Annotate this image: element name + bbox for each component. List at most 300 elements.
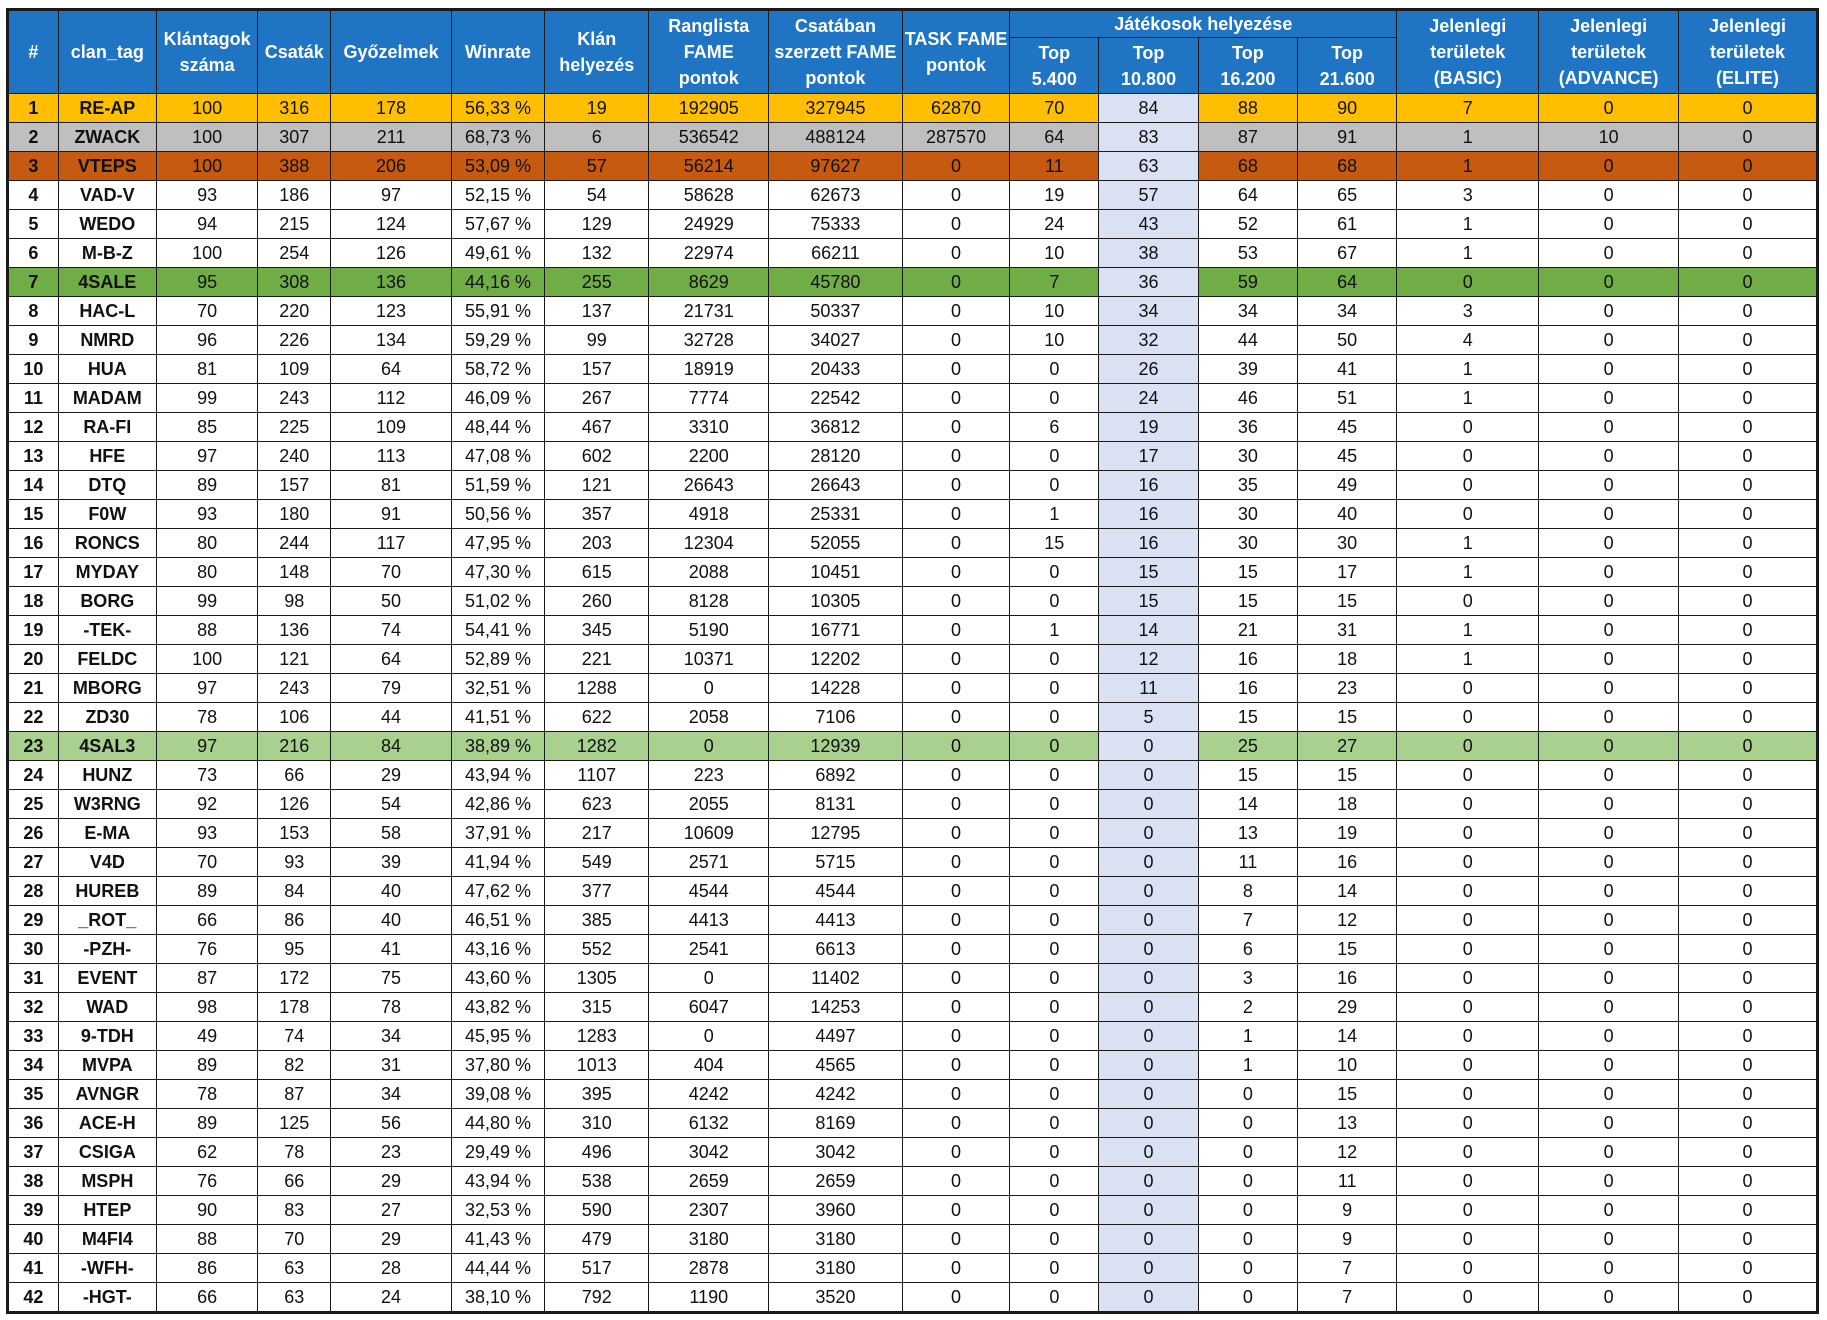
cell-territories-advance[interactable]: 0 [1539, 558, 1679, 587]
cell-wins[interactable]: 117 [331, 529, 452, 558]
cell-clan-tag[interactable]: M4FI4 [58, 1225, 156, 1254]
cell-rank-number[interactable]: 26 [8, 819, 59, 848]
cell-territories-elite[interactable]: 0 [1679, 1080, 1818, 1109]
cell-territories-elite[interactable]: 0 [1679, 848, 1818, 877]
cell-ranking-fame[interactable]: 2878 [649, 1254, 769, 1283]
cell-territories-elite[interactable]: 0 [1679, 964, 1818, 993]
cell-battles[interactable]: 186 [258, 181, 331, 210]
cell-winrate[interactable]: 29,49 % [451, 1138, 544, 1167]
cell-territories-advance[interactable]: 0 [1539, 355, 1679, 384]
cell-top-10800[interactable]: 5 [1099, 703, 1198, 732]
cell-winrate[interactable]: 45,95 % [451, 1022, 544, 1051]
table-row[interactable] [8, 558, 1818, 587]
cell-members[interactable]: 70 [156, 297, 257, 326]
cell-ranking-fame[interactable]: 2058 [649, 703, 769, 732]
cell-top-5400[interactable]: 7 [1010, 268, 1099, 297]
cell-wins[interactable]: 54 [331, 790, 452, 819]
header-territories-basic[interactable]: Jelenlegi területek (BASIC) [1397, 10, 1539, 94]
table-row[interactable] [8, 239, 1818, 268]
cell-territories-advance[interactable]: 0 [1539, 471, 1679, 500]
cell-territories-elite[interactable]: 0 [1679, 181, 1818, 210]
cell-top-10800[interactable]: 0 [1099, 1051, 1198, 1080]
cell-top-5400[interactable]: 0 [1010, 732, 1099, 761]
cell-clan-tag[interactable]: HUREB [58, 877, 156, 906]
cell-territories-elite[interactable]: 0 [1679, 993, 1818, 1022]
cell-battle-fame[interactable]: 22542 [769, 384, 903, 413]
cell-battle-fame[interactable]: 50337 [769, 297, 903, 326]
cell-top-16200[interactable]: 11 [1198, 848, 1297, 877]
cell-territories-advance[interactable]: 0 [1539, 1283, 1679, 1313]
cell-wins[interactable]: 178 [331, 94, 452, 123]
cell-territories-advance[interactable]: 0 [1539, 268, 1679, 297]
cell-clan-rank[interactable]: 137 [545, 297, 649, 326]
cell-clan-tag[interactable]: M-B-Z [58, 239, 156, 268]
cell-clan-tag[interactable]: HUNZ [58, 761, 156, 790]
cell-rank-number[interactable]: 22 [8, 703, 59, 732]
cell-clan-rank[interactable]: 260 [545, 587, 649, 616]
table-row[interactable] [8, 94, 1818, 123]
cell-rank-number[interactable]: 39 [8, 1196, 59, 1225]
cell-ranking-fame[interactable]: 2055 [649, 790, 769, 819]
cell-top-5400[interactable]: 0 [1010, 848, 1099, 877]
cell-members[interactable]: 90 [156, 1196, 257, 1225]
cell-top-21600[interactable]: 7 [1298, 1283, 1397, 1313]
cell-wins[interactable]: 112 [331, 384, 452, 413]
cell-top-21600[interactable]: 23 [1298, 674, 1397, 703]
cell-top-5400[interactable]: 19 [1010, 181, 1099, 210]
cell-top-10800[interactable]: 0 [1099, 877, 1198, 906]
cell-winrate[interactable]: 47,08 % [451, 442, 544, 471]
cell-ranking-fame[interactable]: 4544 [649, 877, 769, 906]
cell-clan-tag[interactable]: F0W [58, 500, 156, 529]
cell-battles[interactable]: 153 [258, 819, 331, 848]
cell-top-16200[interactable]: 0 [1198, 1080, 1297, 1109]
cell-battle-fame[interactable]: 4544 [769, 877, 903, 906]
cell-territories-basic[interactable]: 1 [1397, 384, 1539, 413]
cell-ranking-fame[interactable]: 2571 [649, 848, 769, 877]
cell-winrate[interactable]: 42,86 % [451, 790, 544, 819]
cell-territories-advance[interactable]: 0 [1539, 848, 1679, 877]
cell-members[interactable]: 76 [156, 935, 257, 964]
cell-battles[interactable]: 215 [258, 210, 331, 239]
cell-rank-number[interactable]: 6 [8, 239, 59, 268]
cell-top-5400[interactable]: 70 [1010, 94, 1099, 123]
cell-ranking-fame[interactable]: 2307 [649, 1196, 769, 1225]
cell-battle-fame[interactable]: 327945 [769, 94, 903, 123]
cell-task-fame[interactable]: 0 [902, 442, 1009, 471]
cell-wins[interactable]: 41 [331, 935, 452, 964]
cell-top-5400[interactable]: 0 [1010, 558, 1099, 587]
cell-ranking-fame[interactable]: 5190 [649, 616, 769, 645]
cell-members[interactable]: 85 [156, 413, 257, 442]
cell-members[interactable]: 100 [156, 645, 257, 674]
cell-top-5400[interactable]: 10 [1010, 326, 1099, 355]
cell-battle-fame[interactable]: 4413 [769, 906, 903, 935]
cell-top-5400[interactable]: 0 [1010, 1196, 1099, 1225]
cell-clan-tag[interactable]: VAD-V [58, 181, 156, 210]
cell-clan-rank[interactable]: 496 [545, 1138, 649, 1167]
cell-top-16200[interactable]: 6 [1198, 935, 1297, 964]
cell-battles[interactable]: 307 [258, 123, 331, 152]
cell-territories-advance[interactable]: 0 [1539, 297, 1679, 326]
cell-battles[interactable]: 98 [258, 587, 331, 616]
cell-top-16200[interactable]: 16 [1198, 674, 1297, 703]
cell-ranking-fame[interactable]: 32728 [649, 326, 769, 355]
cell-top-10800[interactable]: 15 [1099, 558, 1198, 587]
cell-members[interactable]: 98 [156, 993, 257, 1022]
cell-battle-fame[interactable]: 62673 [769, 181, 903, 210]
cell-clan-tag[interactable]: RE-AP [58, 94, 156, 123]
cell-battle-fame[interactable]: 52055 [769, 529, 903, 558]
cell-wins[interactable]: 206 [331, 152, 452, 181]
cell-clan-tag[interactable]: MYDAY [58, 558, 156, 587]
cell-ranking-fame[interactable]: 24929 [649, 210, 769, 239]
cell-rank-number[interactable]: 25 [8, 790, 59, 819]
cell-clan-rank[interactable]: 1013 [545, 1051, 649, 1080]
cell-clan-rank[interactable]: 395 [545, 1080, 649, 1109]
cell-territories-advance[interactable]: 0 [1539, 500, 1679, 529]
cell-territories-elite[interactable]: 0 [1679, 297, 1818, 326]
cell-territories-basic[interactable]: 0 [1397, 500, 1539, 529]
cell-territories-advance[interactable]: 0 [1539, 1196, 1679, 1225]
cell-rank-number[interactable]: 5 [8, 210, 59, 239]
cell-territories-basic[interactable]: 0 [1397, 1022, 1539, 1051]
cell-members[interactable]: 62 [156, 1138, 257, 1167]
cell-battle-fame[interactable]: 3960 [769, 1196, 903, 1225]
cell-top-10800[interactable]: 38 [1099, 239, 1198, 268]
cell-top-10800[interactable]: 24 [1099, 384, 1198, 413]
cell-top-21600[interactable]: 31 [1298, 616, 1397, 645]
cell-battle-fame[interactable]: 12202 [769, 645, 903, 674]
cell-top-16200[interactable]: 16 [1198, 645, 1297, 674]
cell-ranking-fame[interactable]: 8128 [649, 587, 769, 616]
cell-members[interactable]: 89 [156, 877, 257, 906]
cell-top-21600[interactable]: 10 [1298, 1051, 1397, 1080]
cell-clan-rank[interactable]: 132 [545, 239, 649, 268]
table-row[interactable] [8, 210, 1818, 239]
table-row[interactable] [8, 790, 1818, 819]
cell-top-21600[interactable]: 91 [1298, 123, 1397, 152]
cell-top-10800[interactable]: 0 [1099, 1225, 1198, 1254]
cell-top-10800[interactable]: 0 [1099, 732, 1198, 761]
cell-ranking-fame[interactable]: 192905 [649, 94, 769, 123]
cell-ranking-fame[interactable]: 26643 [649, 471, 769, 500]
cell-top-5400[interactable]: 0 [1010, 906, 1099, 935]
cell-top-16200[interactable]: 30 [1198, 442, 1297, 471]
table-row[interactable] [8, 123, 1818, 152]
cell-task-fame[interactable]: 0 [902, 558, 1009, 587]
cell-battle-fame[interactable]: 3042 [769, 1138, 903, 1167]
cell-clan-rank[interactable]: 1282 [545, 732, 649, 761]
cell-battle-fame[interactable]: 12939 [769, 732, 903, 761]
table-row[interactable] [8, 181, 1818, 210]
cell-winrate[interactable]: 52,89 % [451, 645, 544, 674]
cell-task-fame[interactable]: 0 [902, 181, 1009, 210]
cell-members[interactable]: 100 [156, 94, 257, 123]
cell-members[interactable]: 78 [156, 1080, 257, 1109]
cell-territories-basic[interactable]: 0 [1397, 1225, 1539, 1254]
cell-wins[interactable]: 34 [331, 1022, 452, 1051]
cell-battles[interactable]: 316 [258, 94, 331, 123]
cell-winrate[interactable]: 43,82 % [451, 993, 544, 1022]
cell-battle-fame[interactable]: 97627 [769, 152, 903, 181]
cell-winrate[interactable]: 47,30 % [451, 558, 544, 587]
cell-top-5400[interactable]: 0 [1010, 1167, 1099, 1196]
cell-battle-fame[interactable]: 2659 [769, 1167, 903, 1196]
cell-battles[interactable]: 178 [258, 993, 331, 1022]
cell-territories-advance[interactable]: 0 [1539, 152, 1679, 181]
cell-top-16200[interactable]: 0 [1198, 1109, 1297, 1138]
cell-battle-fame[interactable]: 10451 [769, 558, 903, 587]
cell-members[interactable]: 87 [156, 964, 257, 993]
cell-winrate[interactable]: 58,72 % [451, 355, 544, 384]
cell-ranking-fame[interactable]: 12304 [649, 529, 769, 558]
cell-territories-elite[interactable]: 0 [1679, 500, 1818, 529]
cell-task-fame[interactable]: 0 [902, 210, 1009, 239]
cell-clan-tag[interactable]: HAC-L [58, 297, 156, 326]
cell-winrate[interactable]: 32,53 % [451, 1196, 544, 1225]
cell-winrate[interactable]: 54,41 % [451, 616, 544, 645]
cell-winrate[interactable]: 47,62 % [451, 877, 544, 906]
cell-battle-fame[interactable]: 66211 [769, 239, 903, 268]
cell-winrate[interactable]: 39,08 % [451, 1080, 544, 1109]
cell-clan-tag[interactable]: 4SALE [58, 268, 156, 297]
cell-top-21600[interactable]: 18 [1298, 790, 1397, 819]
cell-territories-advance[interactable]: 0 [1539, 210, 1679, 239]
cell-territories-basic[interactable]: 0 [1397, 732, 1539, 761]
cell-task-fame[interactable]: 0 [902, 587, 1009, 616]
cell-members[interactable]: 96 [156, 326, 257, 355]
cell-battles[interactable]: 74 [258, 1022, 331, 1051]
cell-battles[interactable]: 93 [258, 848, 331, 877]
header-ranking-fame[interactable]: Ranglista FAME pontok [649, 10, 769, 94]
table-row[interactable] [8, 1225, 1818, 1254]
cell-top-10800[interactable]: 17 [1099, 442, 1198, 471]
cell-clan-tag[interactable]: MADAM [58, 384, 156, 413]
cell-top-10800[interactable]: 36 [1099, 268, 1198, 297]
cell-territories-basic[interactable]: 0 [1397, 1080, 1539, 1109]
cell-members[interactable]: 97 [156, 442, 257, 471]
cell-members[interactable]: 88 [156, 616, 257, 645]
table-row[interactable] [8, 732, 1818, 761]
cell-members[interactable]: 70 [156, 848, 257, 877]
cell-task-fame[interactable]: 0 [902, 877, 1009, 906]
cell-territories-basic[interactable]: 0 [1397, 1138, 1539, 1167]
cell-ranking-fame[interactable]: 10371 [649, 645, 769, 674]
cell-territories-basic[interactable]: 1 [1397, 355, 1539, 384]
cell-members[interactable]: 76 [156, 1167, 257, 1196]
cell-task-fame[interactable]: 0 [902, 1051, 1009, 1080]
header-clan-rank[interactable]: Klán helyezés [545, 10, 649, 94]
cell-top-5400[interactable]: 0 [1010, 1022, 1099, 1051]
cell-territories-advance[interactable]: 0 [1539, 935, 1679, 964]
cell-clan-tag[interactable]: _ROT_ [58, 906, 156, 935]
cell-battle-fame[interactable]: 3180 [769, 1254, 903, 1283]
cell-rank-number[interactable]: 3 [8, 152, 59, 181]
cell-task-fame[interactable]: 0 [902, 1109, 1009, 1138]
cell-clan-tag[interactable]: RA-FI [58, 413, 156, 442]
cell-wins[interactable]: 123 [331, 297, 452, 326]
table-row[interactable] [8, 442, 1818, 471]
table-row[interactable] [8, 355, 1818, 384]
cell-rank-number[interactable]: 34 [8, 1051, 59, 1080]
cell-members[interactable]: 88 [156, 1225, 257, 1254]
cell-territories-elite[interactable]: 0 [1679, 616, 1818, 645]
cell-battles[interactable]: 87 [258, 1080, 331, 1109]
cell-top-16200[interactable]: 53 [1198, 239, 1297, 268]
cell-top-10800[interactable]: 0 [1099, 761, 1198, 790]
cell-task-fame[interactable]: 0 [902, 297, 1009, 326]
cell-territories-basic[interactable]: 0 [1397, 964, 1539, 993]
cell-clan-rank[interactable]: 377 [545, 877, 649, 906]
cell-territories-elite[interactable]: 0 [1679, 1196, 1818, 1225]
cell-top-5400[interactable]: 0 [1010, 442, 1099, 471]
cell-ranking-fame[interactable]: 223 [649, 761, 769, 790]
cell-clan-rank[interactable]: 552 [545, 935, 649, 964]
cell-battles[interactable]: 157 [258, 471, 331, 500]
cell-top-10800[interactable]: 63 [1099, 152, 1198, 181]
cell-top-5400[interactable]: 24 [1010, 210, 1099, 239]
cell-ranking-fame[interactable]: 2200 [649, 442, 769, 471]
cell-clan-tag[interactable]: EVENT [58, 964, 156, 993]
cell-rank-number[interactable]: 27 [8, 848, 59, 877]
cell-ranking-fame[interactable]: 3042 [649, 1138, 769, 1167]
cell-task-fame[interactable]: 0 [902, 1225, 1009, 1254]
cell-top-5400[interactable]: 10 [1010, 297, 1099, 326]
cell-rank-number[interactable]: 1 [8, 94, 59, 123]
cell-territories-basic[interactable]: 0 [1397, 1196, 1539, 1225]
cell-clan-rank[interactable]: 203 [545, 529, 649, 558]
cell-territories-basic[interactable]: 1 [1397, 558, 1539, 587]
cell-task-fame[interactable]: 0 [902, 384, 1009, 413]
cell-ranking-fame[interactable]: 0 [649, 732, 769, 761]
cell-members[interactable]: 89 [156, 1109, 257, 1138]
cell-top-21600[interactable]: 14 [1298, 877, 1397, 906]
cell-top-21600[interactable]: 65 [1298, 181, 1397, 210]
cell-territories-advance[interactable]: 0 [1539, 819, 1679, 848]
cell-battle-fame[interactable]: 5715 [769, 848, 903, 877]
cell-top-21600[interactable]: 19 [1298, 819, 1397, 848]
cell-top-16200[interactable]: 15 [1198, 558, 1297, 587]
cell-top-10800[interactable]: 0 [1099, 906, 1198, 935]
cell-wins[interactable]: 29 [331, 1167, 452, 1196]
cell-clan-rank[interactable]: 99 [545, 326, 649, 355]
cell-top-5400[interactable]: 0 [1010, 1109, 1099, 1138]
cell-top-16200[interactable]: 2 [1198, 993, 1297, 1022]
cell-rank-number[interactable]: 16 [8, 529, 59, 558]
cell-battles[interactable]: 243 [258, 674, 331, 703]
cell-rank-number[interactable]: 37 [8, 1138, 59, 1167]
cell-top-10800[interactable]: 84 [1099, 94, 1198, 123]
cell-top-21600[interactable]: 12 [1298, 906, 1397, 935]
cell-winrate[interactable]: 43,94 % [451, 761, 544, 790]
cell-wins[interactable]: 24 [331, 1283, 452, 1313]
cell-task-fame[interactable]: 0 [902, 355, 1009, 384]
cell-clan-tag[interactable]: HUA [58, 355, 156, 384]
cell-winrate[interactable]: 55,91 % [451, 297, 544, 326]
cell-battles[interactable]: 66 [258, 761, 331, 790]
cell-top-10800[interactable]: 15 [1099, 587, 1198, 616]
cell-task-fame[interactable]: 0 [902, 732, 1009, 761]
cell-top-21600[interactable]: 27 [1298, 732, 1397, 761]
cell-clan-tag[interactable]: MVPA [58, 1051, 156, 1080]
cell-territories-elite[interactable]: 0 [1679, 384, 1818, 413]
cell-battle-fame[interactable]: 488124 [769, 123, 903, 152]
cell-rank-number[interactable]: 36 [8, 1109, 59, 1138]
cell-battles[interactable]: 106 [258, 703, 331, 732]
cell-battles[interactable]: 148 [258, 558, 331, 587]
cell-task-fame[interactable]: 0 [902, 761, 1009, 790]
cell-top-21600[interactable]: 15 [1298, 1080, 1397, 1109]
table-row[interactable] [8, 1109, 1818, 1138]
cell-top-10800[interactable]: 43 [1099, 210, 1198, 239]
cell-wins[interactable]: 79 [331, 674, 452, 703]
cell-rank-number[interactable]: 14 [8, 471, 59, 500]
table-row[interactable] [8, 645, 1818, 674]
cell-territories-basic[interactable]: 0 [1397, 906, 1539, 935]
cell-clan-tag[interactable]: -WFH- [58, 1254, 156, 1283]
cell-clan-rank[interactable]: 517 [545, 1254, 649, 1283]
cell-task-fame[interactable]: 0 [902, 993, 1009, 1022]
cell-wins[interactable]: 97 [331, 181, 452, 210]
cell-top-21600[interactable]: 9 [1298, 1225, 1397, 1254]
cell-territories-advance[interactable]: 0 [1539, 645, 1679, 674]
cell-ranking-fame[interactable]: 21731 [649, 297, 769, 326]
cell-ranking-fame[interactable]: 58628 [649, 181, 769, 210]
cell-top-21600[interactable]: 67 [1298, 239, 1397, 268]
cell-rank-number[interactable]: 35 [8, 1080, 59, 1109]
table-row[interactable] [8, 1283, 1818, 1313]
cell-ranking-fame[interactable]: 56214 [649, 152, 769, 181]
cell-battles[interactable]: 240 [258, 442, 331, 471]
header-winrate[interactable]: Winrate [451, 10, 544, 94]
cell-territories-elite[interactable]: 0 [1679, 210, 1818, 239]
cell-wins[interactable]: 58 [331, 819, 452, 848]
cell-territories-advance[interactable]: 0 [1539, 1022, 1679, 1051]
table-row[interactable] [8, 906, 1818, 935]
cell-battle-fame[interactable]: 4242 [769, 1080, 903, 1109]
cell-battles[interactable]: 136 [258, 616, 331, 645]
cell-territories-basic[interactable]: 0 [1397, 877, 1539, 906]
cell-task-fame[interactable]: 0 [902, 790, 1009, 819]
cell-top-16200[interactable]: 15 [1198, 703, 1297, 732]
cell-task-fame[interactable]: 0 [902, 819, 1009, 848]
cell-winrate[interactable]: 43,60 % [451, 964, 544, 993]
cell-top-21600[interactable]: 29 [1298, 993, 1397, 1022]
cell-rank-number[interactable]: 18 [8, 587, 59, 616]
cell-members[interactable]: 49 [156, 1022, 257, 1051]
cell-members[interactable]: 100 [156, 239, 257, 268]
cell-members[interactable]: 95 [156, 268, 257, 297]
header-top-21600[interactable]: Top 21.600 [1298, 38, 1397, 94]
cell-top-16200[interactable]: 36 [1198, 413, 1297, 442]
cell-ranking-fame[interactable]: 6047 [649, 993, 769, 1022]
table-row[interactable] [8, 413, 1818, 442]
cell-ranking-fame[interactable]: 2659 [649, 1167, 769, 1196]
cell-clan-rank[interactable]: 602 [545, 442, 649, 471]
cell-clan-rank[interactable]: 623 [545, 790, 649, 819]
cell-top-10800[interactable]: 11 [1099, 674, 1198, 703]
cell-rank-number[interactable]: 40 [8, 1225, 59, 1254]
cell-top-5400[interactable]: 0 [1010, 587, 1099, 616]
cell-territories-advance[interactable]: 0 [1539, 413, 1679, 442]
cell-battle-fame[interactable]: 20433 [769, 355, 903, 384]
cell-clan-tag[interactable]: V4D [58, 848, 156, 877]
cell-wins[interactable]: 64 [331, 645, 452, 674]
cell-territories-advance[interactable]: 0 [1539, 993, 1679, 1022]
cell-task-fame[interactable]: 0 [902, 1167, 1009, 1196]
cell-rank-number[interactable]: 8 [8, 297, 59, 326]
